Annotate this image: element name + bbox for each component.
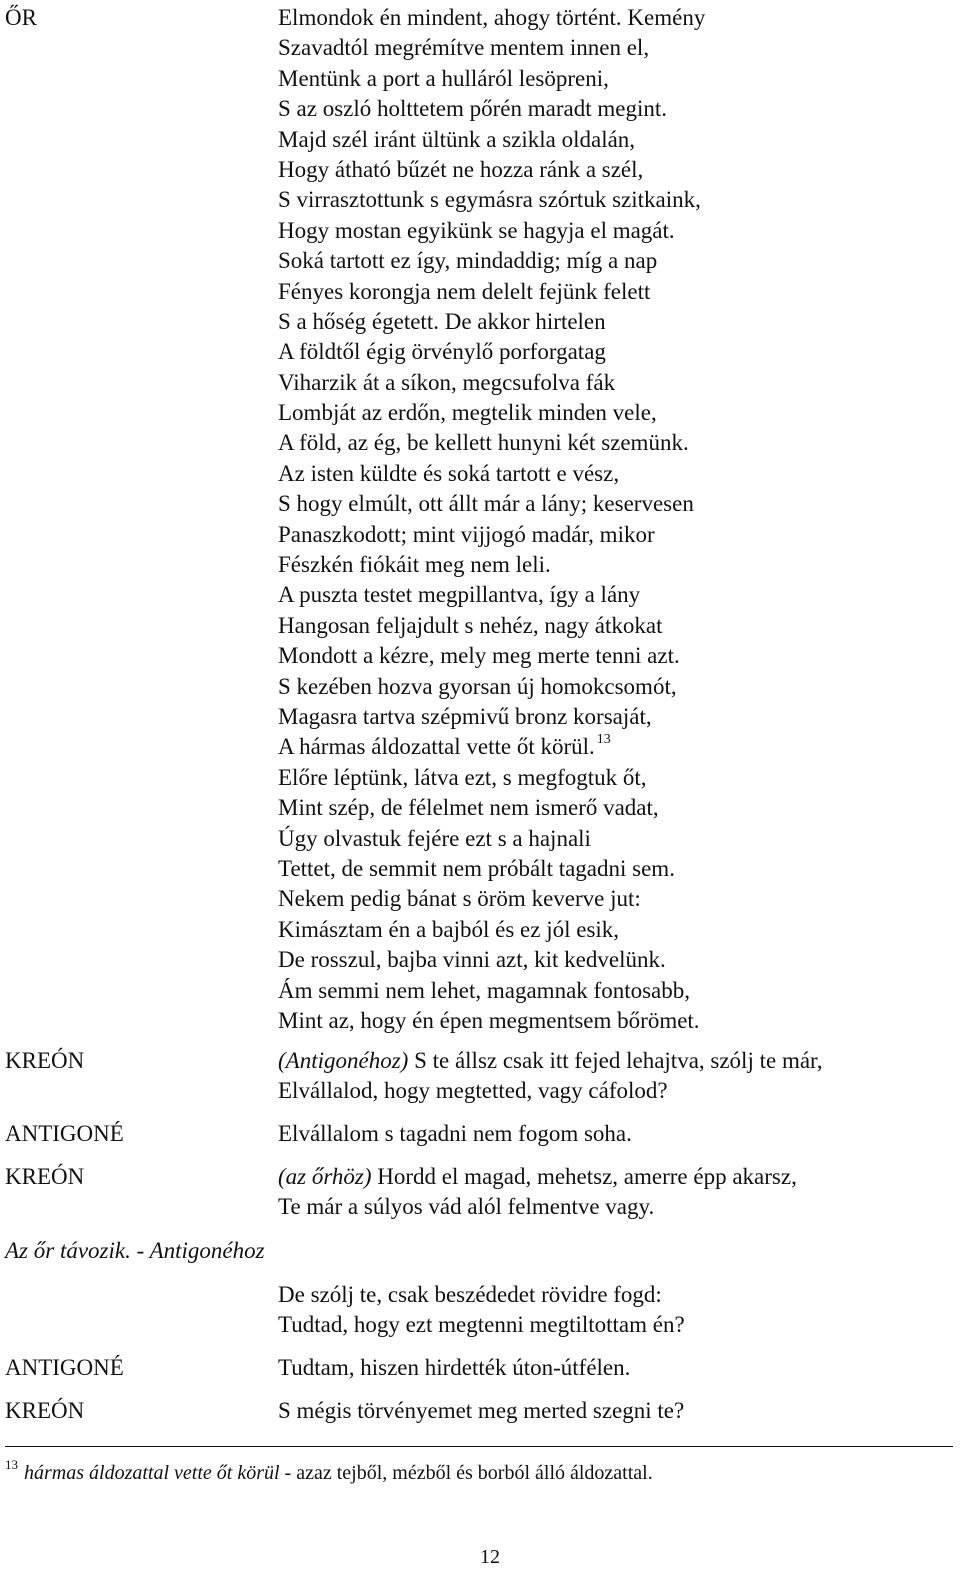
footnote-reference[interactable]: 13 <box>596 732 611 748</box>
page-number: 12 <box>480 1546 500 1568</box>
verse-line <box>278 1396 958 1426</box>
verse-text: Ám semmi nem lehet, magamnak fontosabb, <box>278 977 690 1003</box>
verse-line <box>278 732 958 762</box>
verse-text: Mentünk a port a hulláról lesöpreni, <box>278 65 609 91</box>
stage-note: (Antigonéhoz) <box>278 1048 409 1073</box>
speech-lines <box>278 1119 958 1149</box>
verse-line <box>278 185 958 215</box>
verse-text: S a hőség égetett. De akkor hirtelen <box>278 308 606 334</box>
verse-text: Majd szél iránt ültünk a szikla oldalán, <box>278 126 636 152</box>
verse-text: Elvállalod, hogy megtetted, vagy cáfolod? <box>278 1078 668 1104</box>
verse-text: Hangosan feljajdult s nehéz, nagy átkokat <box>278 612 663 638</box>
verse-line <box>278 915 958 945</box>
verse-text: Hordd el magad, mehetsz, amerre épp akarsz, <box>371 1164 797 1189</box>
verse-text: Te már a súlyos vád alól felmentve vagy. <box>278 1194 655 1220</box>
verse-line <box>278 1192 958 1222</box>
verse-line <box>278 33 958 63</box>
verse-text: S hogy elmúlt, ott állt már a lány; keservesen <box>278 491 694 517</box>
verse-line <box>278 1310 958 1340</box>
speaker-name: KREÓN <box>5 1398 85 1423</box>
verse-text: S te állsz csak itt fejed lehajtva, szólj te már, <box>408 1048 823 1073</box>
speaker-name: ANTIGONÉ <box>5 1121 124 1146</box>
verse-text: Elmondok én mindent, ahogy történt. Kemény <box>278 5 706 30</box>
verse-text: Hogy mostan egyikünk se hagyja el magát. <box>278 217 675 243</box>
footnote-separator <box>5 1446 953 1447</box>
verse-text: De szólj te, csak beszédedet rövidre fogd: <box>278 1282 662 1307</box>
verse-text: Fészkén fiókáit meg nem leli. <box>278 552 551 578</box>
verse-text: A föld, az ég, be kellett hunyni két szemünk. <box>278 430 689 456</box>
verse-line <box>278 1353 958 1383</box>
verse-line <box>278 672 958 702</box>
footnote-term: hármas áldozattal vette őt körül <box>24 1462 280 1484</box>
verse-text: Hogy átható bűzét ne hozza ránk a szél, <box>278 156 644 182</box>
verse-line <box>278 246 958 276</box>
verse-text: Tudtam, hiszen hirdették úton-útfélen. <box>278 1355 631 1380</box>
verse-line <box>278 1006 958 1036</box>
verse-text: Viharzik át a síkon, megcsufolva fák <box>278 369 616 395</box>
verse-line <box>278 702 958 732</box>
verse-text: Szavadtól megrémítve mentem innen el, <box>278 35 650 61</box>
verse-text: Soká tartott ez így, mindaddig; míg a nap <box>278 248 658 274</box>
verse-text: Lombját az erdőn, megtelik minden vele, <box>278 400 657 426</box>
verse-text: Panaszkodott; mint vijjogó madár, mikor <box>278 521 655 547</box>
speech-lines <box>278 1046 958 1107</box>
verse-line <box>278 398 958 428</box>
verse-text: Mint szép, de félelmet nem ismerő vadat, <box>278 795 659 821</box>
verse-line <box>278 793 958 823</box>
verse-line <box>278 368 958 398</box>
speech-lines <box>278 3 958 1036</box>
verse-line <box>278 125 958 155</box>
speech-lines <box>278 1162 958 1223</box>
verse-line <box>278 64 958 94</box>
verse-line <box>278 550 958 580</box>
verse-text: Nekem pedig bánat s öröm keverve jut: <box>278 886 641 912</box>
verse-text: S kezében hozva gyorsan új homokcsomót, <box>278 673 677 699</box>
verse-text: Úgy olvastuk fejére ezt s a hajnali <box>278 825 591 851</box>
verse-line <box>278 94 958 124</box>
verse-line <box>278 763 958 793</box>
verse-text: Magasra tartva szépmivű bronz korsaját, <box>278 703 652 729</box>
verse-line <box>278 459 958 489</box>
speaker-name: KREÓN <box>5 1048 85 1073</box>
verse-text: S az oszló holttetem pőrén maradt megint. <box>278 96 667 122</box>
verse-text: Az isten küldte és soká tartott e vész, <box>278 460 620 486</box>
verse-text: De rosszul, bajba vinni azt, kit kedvelünk. <box>278 947 666 973</box>
verse-line <box>278 155 958 185</box>
verse-line <box>278 1162 958 1192</box>
verse-text: A földtől égig örvénylő porforgatag <box>278 339 606 365</box>
verse-text: Kimásztam én a bajból és ez jól esik, <box>278 916 620 942</box>
verse-line <box>278 884 958 914</box>
speaker-name: ŐR <box>5 5 37 30</box>
stage-direction: Az őr távozik. - Antigonéhoz <box>5 1238 265 1263</box>
stage-note: (az őrhöz) <box>278 1164 372 1189</box>
verse-line <box>278 277 958 307</box>
verse-line <box>278 337 958 367</box>
verse-text: Mint az, hogy én épen megmentsem bőrömet. <box>278 1007 700 1033</box>
verse-line <box>278 489 958 519</box>
verse-line <box>278 1076 958 1106</box>
verse-line <box>278 580 958 610</box>
footnote <box>5 1458 653 1490</box>
speech-lines <box>278 1353 958 1383</box>
verse-text: Elvállalom s tagadni nem fogom soha. <box>278 1121 632 1146</box>
verse-text: Fényes korongja nem delelt fejünk felett <box>278 278 651 304</box>
footnote-definition: - azaz tejből, mézből és borból álló áldozattal. <box>279 1462 653 1484</box>
verse-line <box>278 428 958 458</box>
verse-text: S virrasztottunk s egymásra szórtuk szitkaink, <box>278 187 701 213</box>
verse-line <box>278 1046 958 1076</box>
verse-text: Előre léptünk, látva ezt, s megfogtuk őt, <box>278 764 647 790</box>
verse-text: S mégis törvényemet meg merted szegni te? <box>278 1398 685 1423</box>
verse-text: A hármas áldozattal vette őt körül. <box>278 734 595 760</box>
verse-line <box>278 611 958 641</box>
verse-text: Tettet, de semmit nem próbált tagadni sem. <box>278 855 675 881</box>
verse-line <box>278 216 958 246</box>
verse-line <box>278 976 958 1006</box>
verse-line <box>278 520 958 550</box>
verse-line <box>278 641 958 671</box>
verse-text: Tudtad, hogy ezt megtenni megtiltottam én? <box>278 1312 685 1338</box>
verse-text: A puszta testet megpillantva, így a lány <box>278 582 641 608</box>
verse-line <box>278 1280 958 1310</box>
verse-line <box>278 307 958 337</box>
speech-lines <box>278 1280 958 1341</box>
verse-text: Mondott a kézre, mely meg merte tenni azt. <box>278 643 680 669</box>
footnote-number: 13 <box>5 1457 18 1472</box>
verse-line <box>278 3 958 33</box>
speaker-name: KREÓN <box>5 1164 85 1189</box>
verse-line <box>278 824 958 854</box>
verse-line <box>278 854 958 884</box>
speech-lines <box>278 1396 958 1426</box>
speaker-name: ANTIGONÉ <box>5 1355 124 1380</box>
verse-line <box>278 1119 958 1149</box>
verse-line <box>278 945 958 975</box>
